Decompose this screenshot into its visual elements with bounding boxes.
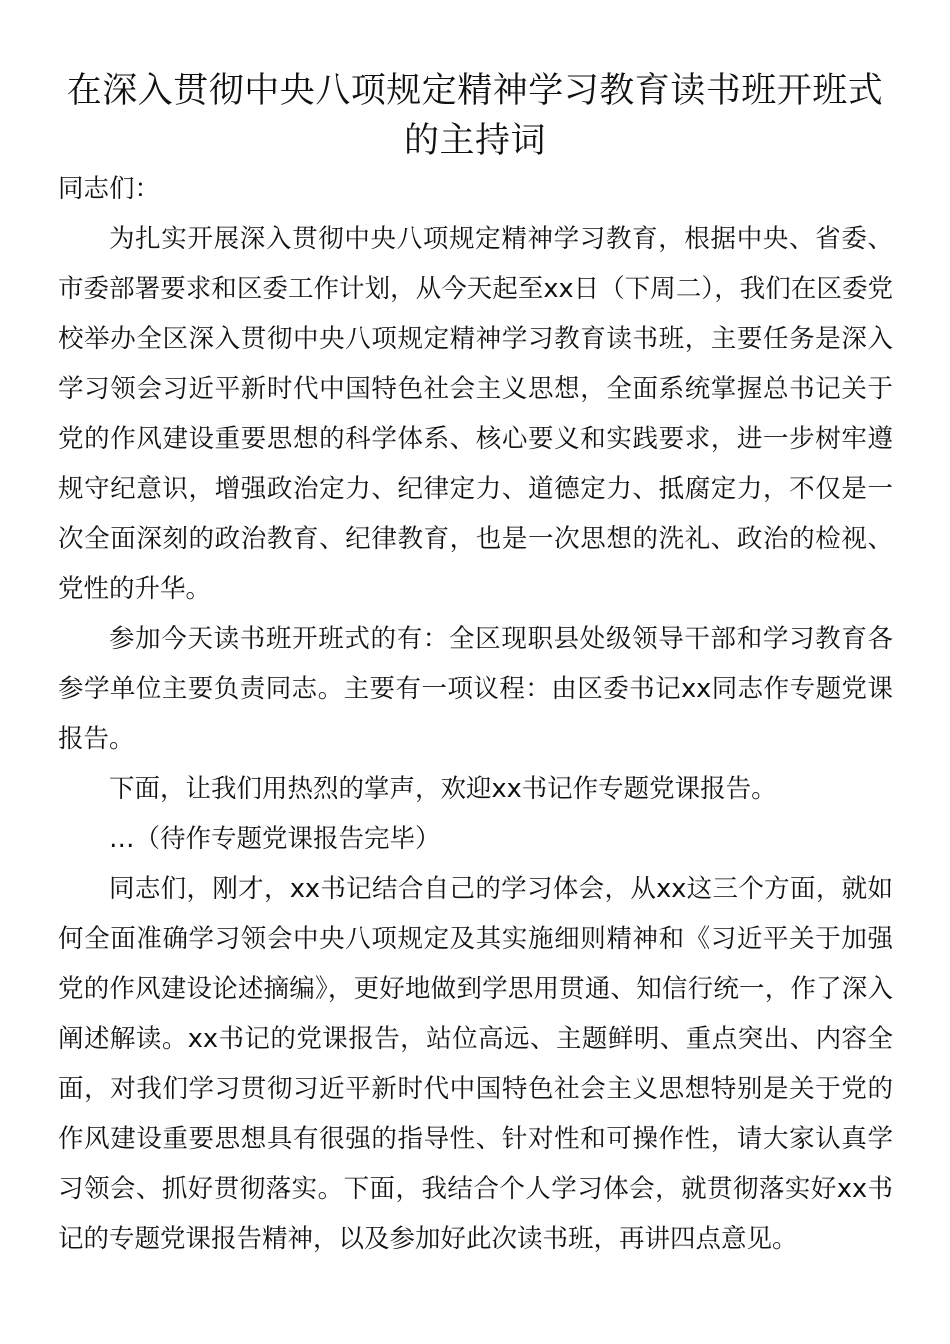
document-body xyxy=(58,164,893,1264)
paragraph-attendees: 参加今天读书班开班式的有：全区现职县处级领导干部和学习教育各参学单位主要负责同志。主要有一项议程：由区委书记xx同志作专题党课报告。 xyxy=(58,624,893,754)
document-title xyxy=(40,66,910,166)
title-line-2: 的主持词 xyxy=(403,121,546,161)
paragraph-pending-note: …（待作专题党课报告完毕） xyxy=(109,824,441,854)
paragraph-purpose: 为扎实开展深入贯彻中央八项规定精神学习教育，根据中央、省委、市委部署要求和区委工作计划，从今天起至xx日（下周二），我们在区委党校举办全区深入贯彻中央八项规定精神学习教育读书班，主要任务是深入学习领会习近平新时代中国特色社会主义思想，全面系统掌握总书记关于党的作风建设重要思想的科学体系、核心要义和实践要求，进一步树牢遵规守纪意识，增强政治定力、纪律定力、道德定力、抵腐定力，不仅是一次全面深刻的政治教育、纪律教育，也是一次思想的洗礼、政治的检视、党性的升华。 xyxy=(58,224,893,604)
paragraph-summary: 同志们，刚才，xx书记结合自己的学习体会，从xx这三个方面，就如何全面准确学习领会中央八项规定及其实施细则精神和《习近平关于加强党的作风建设论述摘编》，更好地做到学思用贯通、知信行统一，作了深入阐述解读。xx书记的党课报告，站位高远、主题鲜明、重点突出、内容全面，对我们学习贯彻习近平新时代中国特色社会主义思想特别是关于党的作风建设重要思想具有很强的指导性、针对性和可操作性，请大家认真学习领会、抓好贯彻落实。下面，我结合个人学习体会，就贯彻落实好xx书记的专题党课报告精神，以及参加好此次读书班，再讲四点意见。 xyxy=(58,874,893,1254)
paragraph-welcome: 下面，让我们用热烈的掌声，欢迎xx书记作专题党课报告。 xyxy=(109,774,777,804)
salutation: 同志们： xyxy=(58,174,161,204)
title-line-1: 在深入贯彻中央八项规定精神学习教育读书班开班式 xyxy=(66,71,884,111)
